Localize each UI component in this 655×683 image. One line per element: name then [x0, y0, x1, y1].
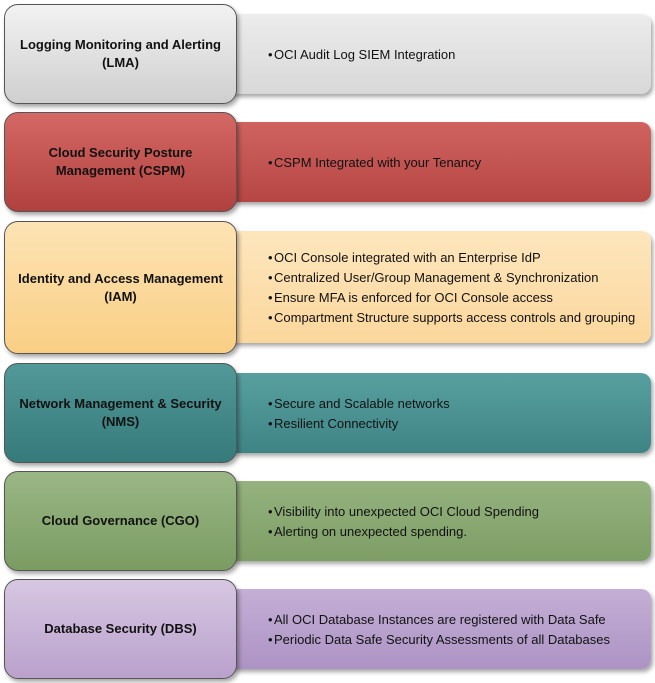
cgo-category-box: [4, 471, 237, 571]
dbs-bullet-item: • Periodic Data Safe Security Assessments of all Databases: [268, 631, 610, 648]
cgo-category-title: Cloud Governance (CGO): [41, 513, 200, 528]
nms-category-title: Network Management & Security (NMS): [19, 396, 222, 429]
cspm-category-box: [4, 112, 237, 212]
dbs-category-title: Database Security (DBS): [44, 621, 197, 636]
cspm-bullet-item: • CSPM Integrated with your Tenancy: [268, 154, 481, 171]
cspm-details-panel: [228, 122, 651, 202]
cspm-bullet-list: [268, 154, 481, 171]
nms-bullet-list: [268, 395, 450, 432]
iam-category-box: [4, 221, 237, 354]
cspm-category-title: Cloud Security Posture Management (CSPM): [48, 145, 193, 178]
cgo-details-panel: [228, 481, 651, 561]
iam-bullet-list: [268, 249, 635, 326]
lma-category-box: [4, 4, 237, 104]
iam-details-panel: [228, 231, 651, 343]
lma-details-panel: [228, 14, 651, 94]
dbs-details-panel: [228, 589, 651, 669]
lma-bullet-item: • OCI Audit Log SIEM Integration: [268, 46, 455, 63]
nms-details-panel: [228, 373, 651, 453]
nms-category-box: [4, 363, 237, 463]
iam-category-title: Identity and Access Management (IAM): [18, 270, 223, 304]
lma-bullet-list: [268, 46, 455, 63]
nms-bullet-item: • Resilient Connectivity: [268, 415, 450, 432]
iam-bullet-item: • Ensure MFA is enforced for OCI Console access: [268, 289, 635, 306]
cgo-bullet-list: [268, 503, 539, 540]
iam-bullet-item: • Centralized User/Group Management & Synchronization: [268, 269, 635, 286]
cgo-bullet-item: • Alerting on unexpected spending.: [268, 523, 539, 540]
iam-bullet-item: • OCI Console integrated with an Enterprise IdP: [268, 249, 635, 266]
dbs-category-box: [4, 579, 237, 679]
nms-bullet-item: • Secure and Scalable networks: [268, 395, 450, 412]
iam-bullet-item: • Compartment Structure supports access controls and grouping: [268, 309, 635, 326]
cgo-bullet-item: • Visibility into unexpected OCI Cloud Spending: [268, 503, 539, 520]
dbs-bullet-item: • All OCI Database Instances are registered with Data Safe: [268, 611, 610, 628]
dbs-bullet-list: [268, 611, 610, 648]
lma-category-title: Logging Monitoring and Alerting (LMA): [20, 37, 221, 70]
